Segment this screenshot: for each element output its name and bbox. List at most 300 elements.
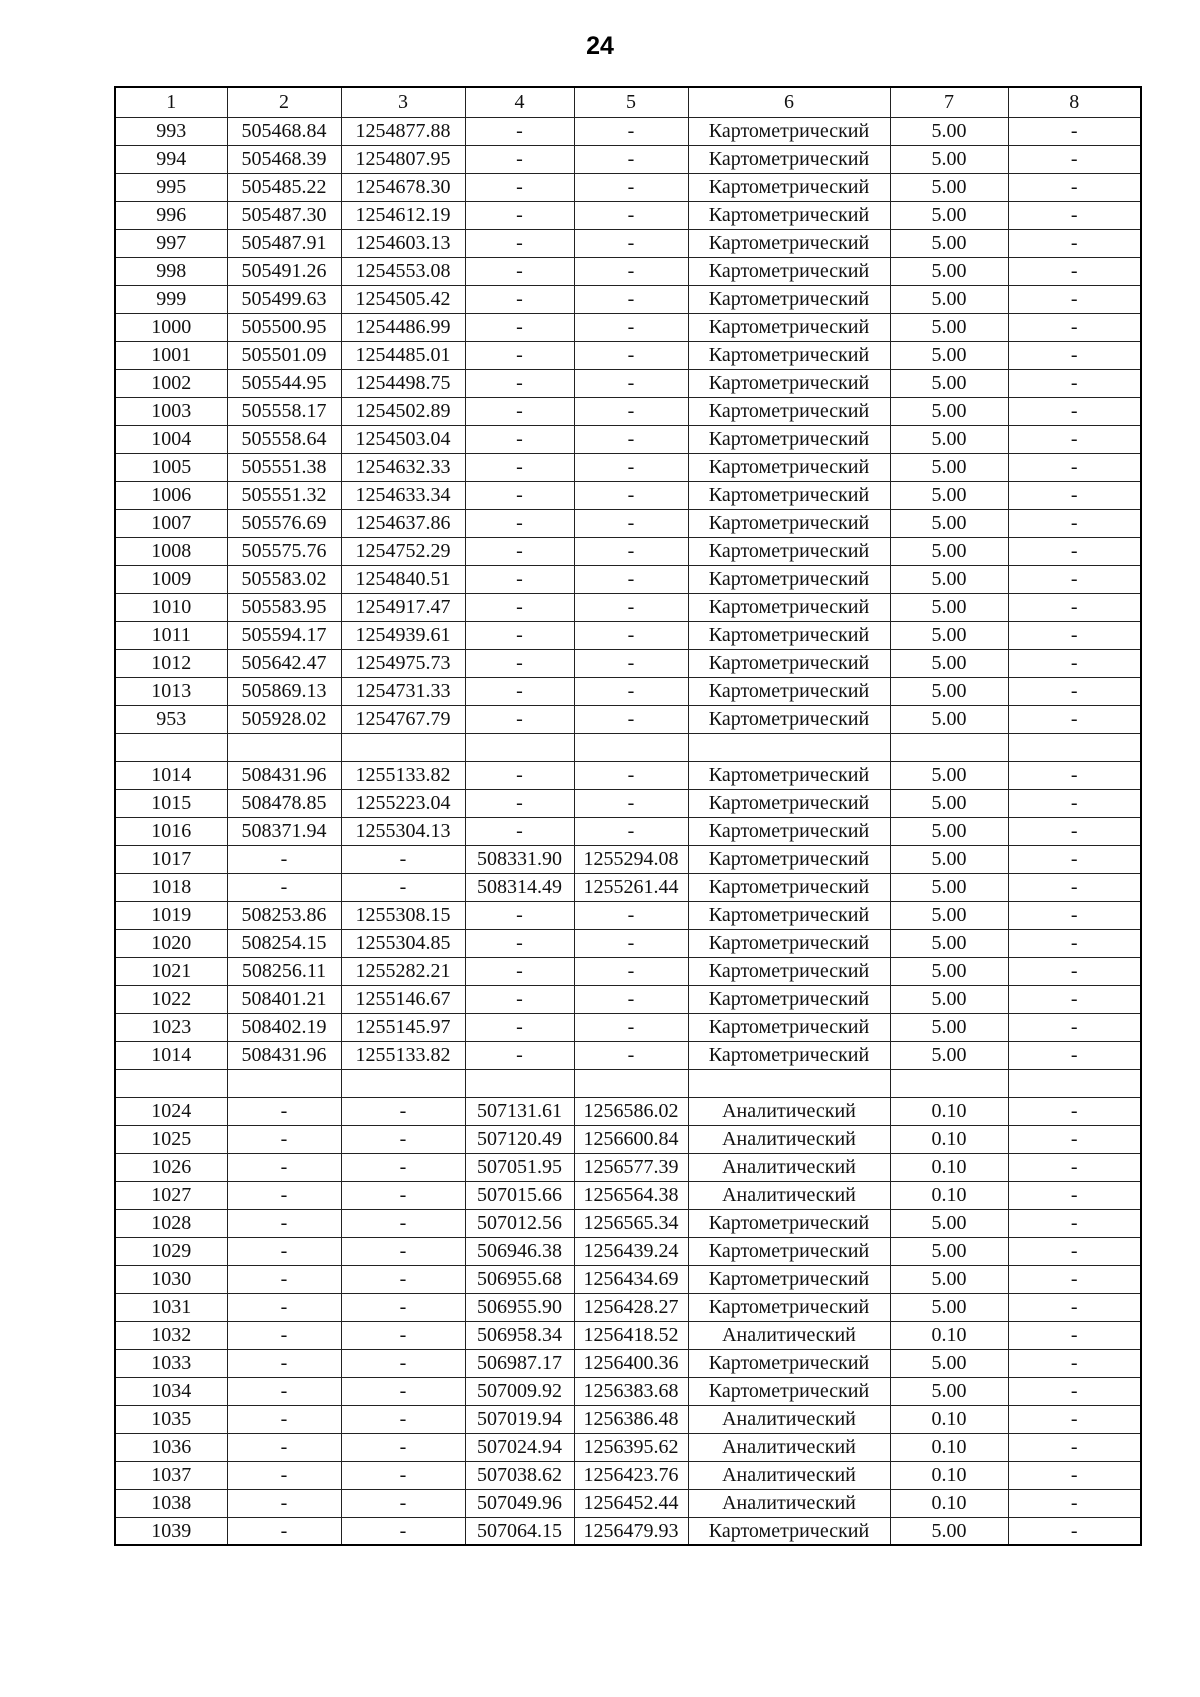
table-row [115,1377,1141,1405]
table-cell-col-4: - [465,1013,574,1041]
table-cell-col-8: - [1008,1041,1141,1069]
table-cell-col-8: - [1008,397,1141,425]
table-cell-col-4: 506987.17 [465,1349,574,1377]
table-cell-col-2: 508254.15 [227,929,341,957]
table-cell-col-6: Картометрический [688,117,890,145]
table-cell-col-7: 5.00 [890,369,1008,397]
table-cell-col-6: Картометрический [688,397,890,425]
table-cell-col-8: - [1008,593,1141,621]
table-cell-col-2: - [227,1293,341,1321]
table-cell-col-1: 999 [115,285,227,313]
table-cell-col-3: 1254603.13 [341,229,465,257]
table-cell-col-4: 507024.94 [465,1433,574,1461]
table-cell-col-5: 1256600.84 [574,1125,688,1153]
header-cell-3: 3 [341,87,465,117]
table-cell-col-8: - [1008,285,1141,313]
table-cell-col-3: 1255308.15 [341,901,465,929]
coordinates-table [114,86,1142,1546]
table-cell-col-3: - [341,873,465,901]
table-cell-col-7: 5.00 [890,593,1008,621]
table-cell-col-7: 5.00 [890,173,1008,201]
table-cell-col-1: 1029 [115,1237,227,1265]
table-cell-col-8: - [1008,257,1141,285]
table-row [115,1013,1141,1041]
table-row [115,341,1141,369]
table-cell-col-5: - [574,201,688,229]
table-cell-col-6: Картометрический [688,257,890,285]
table-cell-col-7: 5.00 [890,845,1008,873]
table-cell-col-6: Картометрический [688,369,890,397]
table-cell-col-3: - [341,1181,465,1209]
page-number: 24 [586,32,614,60]
table-row [115,1349,1141,1377]
table-cell-col-1: 1009 [115,565,227,593]
table-cell-col-3 [341,733,465,761]
table-cell-col-6: Картометрический [688,649,890,677]
table-cell-col-3: 1254807.95 [341,145,465,173]
table-cell-col-6: Картометрический [688,453,890,481]
table-cell-col-5: 1256423.76 [574,1461,688,1489]
table-row [115,369,1141,397]
table-cell-col-6: Аналитический [688,1489,890,1517]
table-row [115,817,1141,845]
table-cell-col-5: 1256400.36 [574,1349,688,1377]
table-cell-col-4: 507015.66 [465,1181,574,1209]
table-cell-col-6: Картометрический [688,1265,890,1293]
table-row [115,1041,1141,1069]
table-cell-col-1: 1026 [115,1153,227,1181]
table-cell-col-5: - [574,761,688,789]
table-cell-col-1: 1031 [115,1293,227,1321]
table-cell-col-4: - [465,369,574,397]
table-cell-col-6: Картометрический [688,789,890,817]
table-row [115,985,1141,1013]
table-cell-col-2: 505487.30 [227,201,341,229]
table-cell-col-1: 1022 [115,985,227,1013]
table-cell-col-7: 5.00 [890,229,1008,257]
table-cell-col-7: 5.00 [890,257,1008,285]
table-cell-col-2: - [227,845,341,873]
table-row [115,397,1141,425]
table-cell-col-2: 508256.11 [227,957,341,985]
table-cell-col-1: 1000 [115,313,227,341]
table-cell-col-1: 997 [115,229,227,257]
table-row [115,1209,1141,1237]
table-cell-col-1: 993 [115,117,227,145]
table-cell-col-4: - [465,425,574,453]
table-cell-col-2: 505501.09 [227,341,341,369]
table-cell-col-6: Картометрический [688,929,890,957]
table-row [115,929,1141,957]
table-cell-col-6: Картометрический [688,229,890,257]
table-cell-col-1: 996 [115,201,227,229]
table-cell-col-4: 507131.61 [465,1097,574,1125]
table-cell-col-7: 5.00 [890,341,1008,369]
table-cell-col-6: Аналитический [688,1153,890,1181]
table-cell-col-4: 506955.90 [465,1293,574,1321]
table-cell-col-4: 507049.96 [465,1489,574,1517]
table-cell-col-3: 1254505.42 [341,285,465,313]
table-cell-col-8: - [1008,1153,1141,1181]
table-cell-col-5: 1256386.48 [574,1405,688,1433]
table-cell-col-4: - [465,229,574,257]
table-cell-col-1: 1038 [115,1489,227,1517]
table-cell-col-3: 1255304.13 [341,817,465,845]
table-row [115,509,1141,537]
table-cell-col-4: - [465,677,574,705]
table-cell-col-6: Картометрический [688,817,890,845]
table-cell-col-8: - [1008,145,1141,173]
table-cell-col-3: 1255133.82 [341,1041,465,1069]
table-cell-col-6: Аналитический [688,1097,890,1125]
table-cell-col-3: - [341,1489,465,1517]
table-cell-col-4: 507038.62 [465,1461,574,1489]
table-cell-col-8: - [1008,537,1141,565]
table-cell-col-4: 506946.38 [465,1237,574,1265]
table-cell-col-6: Картометрический [688,481,890,509]
table-cell-col-3: 1254503.04 [341,425,465,453]
table-cell-col-7: 5.00 [890,929,1008,957]
table-cell-col-7: 5.00 [890,1013,1008,1041]
table-cell-col-8: - [1008,705,1141,733]
table-cell-col-1: 1006 [115,481,227,509]
table-cell-col-3: 1254553.08 [341,257,465,285]
table-cell-col-8: - [1008,117,1141,145]
table-cell-col-6: Картометрический [688,677,890,705]
table-cell-col-1: 1012 [115,649,227,677]
table-cell-col-8: - [1008,649,1141,677]
table-cell-col-4: - [465,985,574,1013]
table-cell-col-1: 994 [115,145,227,173]
table-row [115,229,1141,257]
table-cell-col-7: 5.00 [890,1349,1008,1377]
table-cell-col-5: - [574,957,688,985]
table-cell-col-1: 1011 [115,621,227,649]
table-row [115,1517,1141,1545]
table-cell-col-2: 505551.32 [227,481,341,509]
table-cell-col-7: 5.00 [890,397,1008,425]
table-cell-col-3: 1254633.34 [341,481,465,509]
table-cell-col-8: - [1008,453,1141,481]
table-cell-col-3: - [341,1153,465,1181]
table-cell-col-5: - [574,817,688,845]
table-cell-col-5: - [574,313,688,341]
table-cell-col-5: - [574,453,688,481]
table-cell-col-3: 1254637.86 [341,509,465,537]
table-cell-col-2: 505642.47 [227,649,341,677]
table-row [115,1069,1141,1097]
table-cell-col-1: 1008 [115,537,227,565]
table-cell-col-2: 505487.91 [227,229,341,257]
table-cell-col-6: Картометрический [688,1041,890,1069]
table-cell-col-6: Аналитический [688,1125,890,1153]
table-cell-col-5: 1256586.02 [574,1097,688,1125]
table-row [115,481,1141,509]
table-cell-col-3: - [341,1405,465,1433]
table-cell-col-2: - [227,1377,341,1405]
table-cell-col-1: 1019 [115,901,227,929]
table-cell-col-6: Картометрический [688,285,890,313]
table-cell-col-4: 507064.15 [465,1517,574,1545]
table-cell-col-5: - [574,257,688,285]
table-cell-col-2: 505551.38 [227,453,341,481]
table-cell-col-4: - [465,621,574,649]
table-row [115,789,1141,817]
table-cell-col-5: - [574,649,688,677]
table-cell-col-2 [227,1069,341,1097]
table-cell-col-7: 5.00 [890,677,1008,705]
table-row [115,957,1141,985]
table-cell-col-4: - [465,313,574,341]
table-cell-col-3: 1255133.82 [341,761,465,789]
table-row [115,677,1141,705]
table-row [115,649,1141,677]
table-row [115,1321,1141,1349]
table-row [115,733,1141,761]
table-cell-col-8: - [1008,565,1141,593]
table-cell-col-1 [115,733,227,761]
table-row [115,1097,1141,1125]
table-cell-col-7: 5.00 [890,789,1008,817]
table-cell-col-8: - [1008,1237,1141,1265]
header-cell-2: 2 [227,87,341,117]
table-cell-col-8: - [1008,509,1141,537]
table-cell-col-6: Аналитический [688,1321,890,1349]
table-cell-col-1: 1014 [115,1041,227,1069]
table-cell-col-1: 1036 [115,1433,227,1461]
table-cell-col-7: 5.00 [890,285,1008,313]
table-cell-col-7: 5.00 [890,145,1008,173]
table-cell-col-4: - [465,901,574,929]
table-row [115,537,1141,565]
table-cell-col-8: - [1008,677,1141,705]
table-cell-col-1: 1039 [115,1517,227,1545]
table-cell-col-8 [1008,1069,1141,1097]
table-row [115,845,1141,873]
table-cell-col-8: - [1008,1405,1141,1433]
table-cell-col-8: - [1008,229,1141,257]
table-cell-col-2: - [227,873,341,901]
table-cell-col-8: - [1008,1097,1141,1125]
table-cell-col-2: 505869.13 [227,677,341,705]
table-cell-col-6: Картометрический [688,1377,890,1405]
table-cell-col-4: - [465,481,574,509]
table-cell-col-3: 1254612.19 [341,201,465,229]
table-cell-col-7: 5.00 [890,1237,1008,1265]
table-cell-col-6: Аналитический [688,1405,890,1433]
table-row [115,1489,1141,1517]
table-cell-col-8: - [1008,425,1141,453]
table-cell-col-7: 5.00 [890,117,1008,145]
table-cell-col-1: 1021 [115,957,227,985]
table-cell-col-3: - [341,1125,465,1153]
table-cell-col-4: - [465,789,574,817]
table-cell-col-7: 0.10 [890,1405,1008,1433]
table-cell-col-5: - [574,117,688,145]
table-cell-col-6: Картометрический [688,313,890,341]
table-cell-col-6: Картометрический [688,1013,890,1041]
table-cell-col-5: - [574,145,688,173]
table-cell-col-5: - [574,537,688,565]
table-cell-col-7: 5.00 [890,509,1008,537]
table-cell-col-1: 1003 [115,397,227,425]
table-cell-col-3: - [341,845,465,873]
table-cell-col-3: - [341,1097,465,1125]
table-cell-col-6 [688,733,890,761]
table-cell-col-3: 1255282.21 [341,957,465,985]
table-cell-col-2: 505583.02 [227,565,341,593]
table-cell-col-2: 505544.95 [227,369,341,397]
table-cell-col-2: 505485.22 [227,173,341,201]
table-cell-col-7: 5.00 [890,1517,1008,1545]
table-cell-col-8: - [1008,1209,1141,1237]
table-cell-col-4: - [465,957,574,985]
table-cell-col-6: Аналитический [688,1461,890,1489]
table-cell-col-7: 5.00 [890,565,1008,593]
table-cell-col-4: - [465,453,574,481]
table-cell-col-1: 1017 [115,845,227,873]
table-cell-col-6: Картометрический [688,1209,890,1237]
table-cell-col-5: - [574,369,688,397]
table-cell-col-1: 998 [115,257,227,285]
table-cell-col-3 [341,1069,465,1097]
table-cell-col-8: - [1008,957,1141,985]
table-cell-col-8: - [1008,873,1141,901]
table-cell-col-6: Картометрический [688,145,890,173]
table-cell-col-5: - [574,341,688,369]
table-cell-col-6: Картометрический [688,845,890,873]
table-cell-col-8: - [1008,1461,1141,1489]
table-row [115,1125,1141,1153]
table-cell-col-7: 5.00 [890,481,1008,509]
table-row [115,1153,1141,1181]
table-cell-col-3: 1254632.33 [341,453,465,481]
table-cell-col-4: 507009.92 [465,1377,574,1405]
table-cell-col-7: 5.00 [890,1209,1008,1237]
table-cell-col-1: 1001 [115,341,227,369]
table-cell-col-5: - [574,229,688,257]
table-cell-col-1: 1007 [115,509,227,537]
table-cell-col-8: - [1008,901,1141,929]
table-row [115,1433,1141,1461]
table-cell-col-3: - [341,1321,465,1349]
table-cell-col-4: 508314.49 [465,873,574,901]
table-row [115,1237,1141,1265]
table-cell-col-1: 1023 [115,1013,227,1041]
table-cell-col-5: 1256479.93 [574,1517,688,1545]
table-cell-col-6: Картометрический [688,873,890,901]
table-cell-col-7: 0.10 [890,1181,1008,1209]
table-cell-col-3: 1254502.89 [341,397,465,425]
table-cell-col-6: Картометрический [688,537,890,565]
table-cell-col-4: - [465,285,574,313]
table-cell-col-4: 507051.95 [465,1153,574,1181]
table-row [115,453,1141,481]
table-cell-col-5: 1256564.38 [574,1181,688,1209]
table-cell-col-1: 1035 [115,1405,227,1433]
table-cell-col-7: 5.00 [890,621,1008,649]
table-cell-col-3: 1254752.29 [341,537,465,565]
table-cell-col-6: Картометрический [688,509,890,537]
table-row [115,1181,1141,1209]
table-cell-col-4: - [465,173,574,201]
table-cell-col-7: 5.00 [890,761,1008,789]
table-cell-col-1: 1034 [115,1377,227,1405]
table-cell-col-8: - [1008,1265,1141,1293]
table-cell-col-6 [688,1069,890,1097]
table-cell-col-3: 1255146.67 [341,985,465,1013]
table-cell-col-8: - [1008,985,1141,1013]
table-row [115,873,1141,901]
table-cell-col-8: - [1008,929,1141,957]
table-cell-col-8: - [1008,1125,1141,1153]
table-cell-col-8: - [1008,1489,1141,1517]
table-cell-col-4: - [465,341,574,369]
table-cell-col-5: 1256577.39 [574,1153,688,1181]
table-cell-col-7 [890,733,1008,761]
table-cell-col-5: 1255261.44 [574,873,688,901]
table-cell-col-2: 505468.84 [227,117,341,145]
table-cell-col-5: - [574,1041,688,1069]
table-cell-col-7 [890,1069,1008,1097]
table-cell-col-4: 506955.68 [465,1265,574,1293]
table-cell-col-5: - [574,705,688,733]
table-row [115,705,1141,733]
table-cell-col-8: - [1008,621,1141,649]
table-cell-col-3: - [341,1237,465,1265]
table-cell-col-8: - [1008,481,1141,509]
table-cell-col-6: Картометрический [688,957,890,985]
table-cell-col-8: - [1008,1181,1141,1209]
table-cell-col-4: - [465,397,574,425]
table-cell-col-7: 5.00 [890,705,1008,733]
table-cell-col-3: 1254877.88 [341,117,465,145]
table-row [115,761,1141,789]
table-cell-col-7: 5.00 [890,817,1008,845]
table-cell-col-6: Аналитический [688,1181,890,1209]
table-cell-col-2: 505583.95 [227,593,341,621]
table-cell-col-7: 0.10 [890,1461,1008,1489]
table-cell-col-3: - [341,1265,465,1293]
table-cell-col-4: - [465,761,574,789]
table-cell-col-7: 0.10 [890,1321,1008,1349]
table-cell-col-1: 1010 [115,593,227,621]
table-cell-col-2: - [227,1517,341,1545]
table-cell-col-5: - [574,397,688,425]
table-cell-col-1: 1015 [115,789,227,817]
table-cell-col-5: - [574,621,688,649]
table-cell-col-3: 1254767.79 [341,705,465,733]
table-cell-col-2: - [227,1433,341,1461]
table-cell-col-3: - [341,1461,465,1489]
header-cell-8: 8 [1008,87,1141,117]
table-cell-col-3: 1254678.30 [341,173,465,201]
table-cell-col-3: 1254486.99 [341,313,465,341]
table-cell-col-1: 953 [115,705,227,733]
table-cell-col-6: Картометрический [688,593,890,621]
table-cell-col-5: 1255294.08 [574,845,688,873]
header-cell-6: 6 [688,87,890,117]
table-cell-col-6: Картометрический [688,1349,890,1377]
table-cell-col-6: Картометрический [688,1293,890,1321]
table-cell-col-1: 1030 [115,1265,227,1293]
table-cell-col-8: - [1008,789,1141,817]
table-cell-col-3: - [341,1377,465,1405]
table-cell-col-2: - [227,1405,341,1433]
table-cell-col-4 [465,733,574,761]
table-cell-col-1: 1025 [115,1125,227,1153]
table-cell-col-2: 508478.85 [227,789,341,817]
